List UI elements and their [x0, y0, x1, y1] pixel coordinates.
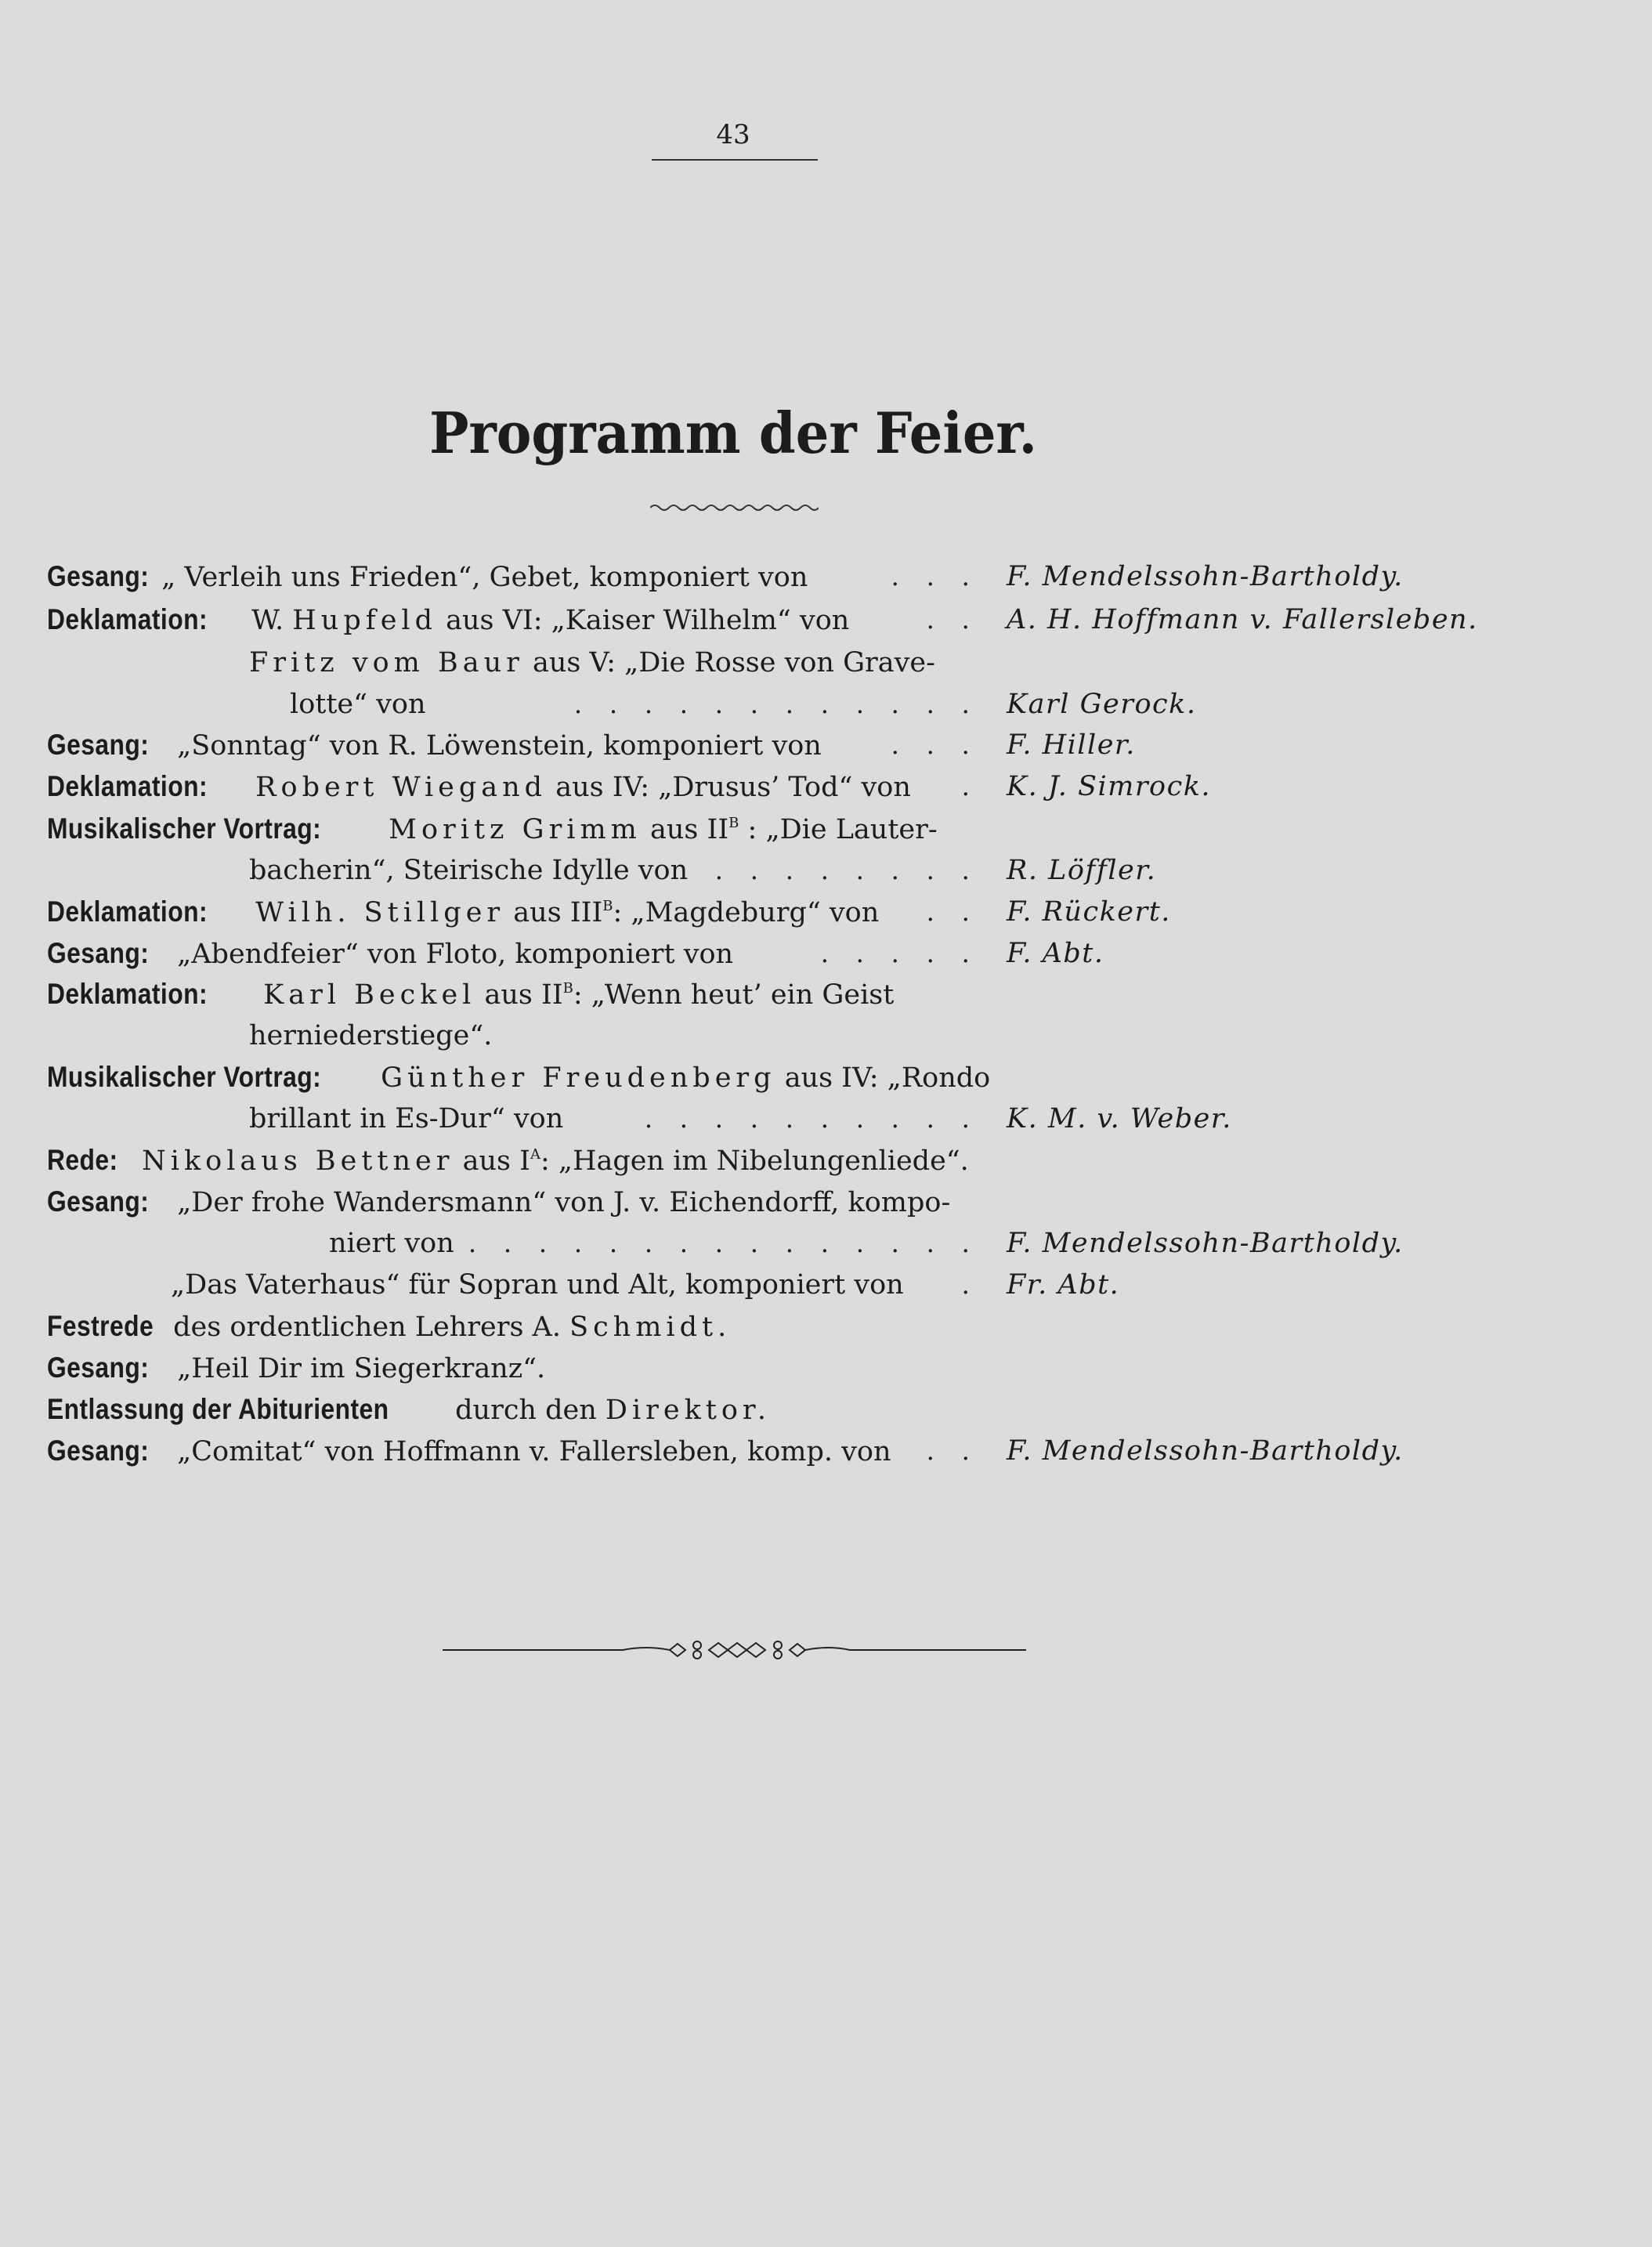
- item-label: Gesang:: [47, 1435, 150, 1467]
- item-text: aus I: [462, 1145, 530, 1177]
- leader-dots: . . . . . . . . . . . .: [573, 689, 979, 719]
- leader-dots: .: [961, 1269, 979, 1300]
- program-line: [0, 1431, 1652, 1471]
- item-text: „ Verleih uns Frieden“, Gebet, komponiert von: [161, 562, 808, 593]
- composer: F. Hiller.: [1007, 729, 1136, 761]
- item-label: Musikalischer Vortrag:: [47, 812, 322, 845]
- item-text: aus IV: „Drusus’ Tod“ von: [555, 772, 911, 803]
- director-title: Direktor.: [605, 1395, 771, 1426]
- item-text: durch den: [455, 1395, 597, 1426]
- program-line: [0, 892, 1652, 932]
- leader-dots: . .: [926, 604, 979, 635]
- item-text: : „Hagen im Nibelungenliede“.: [540, 1145, 969, 1177]
- program-line: [0, 1140, 1652, 1181]
- program-line: [0, 850, 1652, 891]
- item-text: „Heil Dir im Siegerkranz“.: [177, 1353, 546, 1384]
- item-label: Deklamation:: [47, 978, 208, 1010]
- program-line: [0, 1181, 1652, 1222]
- end-ornament: [443, 1634, 1026, 1666]
- program-line: [0, 974, 1652, 1015]
- item-text: W.: [251, 605, 284, 636]
- leader-dots: .: [961, 771, 979, 801]
- item-text: : „Magdeburg“ von: [613, 897, 880, 928]
- item-label: Entlassung der Abiturienten: [47, 1393, 389, 1425]
- item-label: Festrede: [47, 1310, 154, 1342]
- page-title: Programm der Feier.: [429, 400, 1037, 466]
- item-text: aus IV: „Rondo: [784, 1062, 991, 1094]
- page-number-rule: [652, 159, 818, 161]
- composer: F. Abt.: [1007, 938, 1104, 969]
- item-text: „Comitat“ von Hoffmann v. Fallersleben, komp. von: [177, 1436, 891, 1467]
- title-wave-ornament: [650, 501, 819, 514]
- item-label: Gesang:: [47, 1351, 150, 1384]
- composer: F. Rückert.: [1007, 896, 1171, 928]
- item-text: aus VI: „Kaiser Wilhelm“ von: [446, 605, 850, 636]
- performer-name: Fritz vom Baur: [249, 647, 524, 678]
- composer: K. J. Simrock.: [1007, 771, 1212, 802]
- composer: Fr. Abt.: [1007, 1269, 1120, 1301]
- item-text: : „Wenn heut’ ein Geist: [573, 979, 895, 1011]
- composer: Karl Gerock.: [1007, 689, 1197, 720]
- leader-dots: . . . . . . . . . . . . . . .: [468, 1228, 979, 1258]
- item-label: Gesang:: [47, 937, 150, 969]
- item-text: „Abendfeier“ von Floto, komponiert von: [177, 939, 734, 970]
- item-text: „Der frohe Wandersmann“ von J. v. Eichendorff, kompo-: [177, 1187, 951, 1218]
- program-line: [0, 599, 1652, 640]
- item-text: aus III: [513, 897, 603, 928]
- program-line: [0, 1265, 1652, 1305]
- item-text: des ordentlichen Lehrers A.: [173, 1312, 561, 1343]
- performer-name: Moritz Grimm: [389, 814, 642, 845]
- program-line: [0, 809, 1652, 849]
- item-text: aus II: [484, 979, 563, 1011]
- item-text: aus V: „Die Rosse von Grave-: [533, 647, 935, 678]
- leader-dots: . . . . . . . . . .: [644, 1103, 979, 1134]
- composer: K. M. v. Weber.: [1007, 1103, 1232, 1134]
- item-text: bacherin“, Steirische Idylle von: [249, 855, 689, 886]
- composer: F. Mendelssohn-Bartholdy.: [1007, 1435, 1404, 1467]
- program-line: [0, 1223, 1652, 1264]
- performer-name: Robert Wiegand: [255, 772, 548, 803]
- item-text: herniederstiege“.: [249, 1020, 493, 1051]
- performer-name: Karl Beckel: [263, 979, 476, 1011]
- item-label: Gesang:: [47, 729, 150, 761]
- composer: R. Löffler.: [1007, 855, 1157, 886]
- class-superscript: B: [562, 980, 573, 997]
- item-label: Gesang:: [47, 1185, 150, 1218]
- item-text: „Das Vaterhaus“ für Sopran und Alt, komponiert von: [171, 1269, 904, 1301]
- page-number: 43: [716, 119, 750, 150]
- program-line: [0, 684, 1652, 725]
- leader-dots: . .: [926, 896, 979, 927]
- performer-name: Hupfeld: [292, 605, 437, 636]
- teacher-name: Schmidt.: [569, 1312, 732, 1343]
- composer: A. H. Hoffmann v. Fallersleben.: [1007, 604, 1478, 635]
- composer: F. Mendelssohn-Bartholdy.: [1007, 561, 1404, 592]
- program-line: [0, 1348, 1652, 1388]
- class-superscript: B: [728, 815, 739, 831]
- composer: F. Mendelssohn-Bartholdy.: [1007, 1228, 1404, 1259]
- leader-dots: . . .: [891, 729, 979, 760]
- performer-name: Wilh. Stillger: [255, 897, 505, 928]
- item-label: Deklamation:: [47, 770, 208, 802]
- program-line: [0, 1057, 1652, 1098]
- item-label: Deklamation:: [47, 896, 208, 928]
- program-line: [0, 933, 1652, 974]
- program-line: [0, 1306, 1652, 1347]
- item-label: Musikalischer Vortrag:: [47, 1061, 322, 1093]
- item-text: „Sonntag“ von R. Löwenstein, komponiert von: [177, 730, 822, 762]
- program-line: [0, 642, 1652, 683]
- item-text: brillant in Es-Dur“ von: [249, 1103, 564, 1134]
- item-label: Rede:: [47, 1144, 118, 1176]
- program-line: [0, 556, 1652, 597]
- leader-dots: . . . . .: [820, 938, 979, 968]
- program-line: [0, 1015, 1652, 1056]
- performer-name: Nikolaus Bettner: [142, 1145, 454, 1177]
- item-text: : „Die Lauter-: [747, 814, 938, 845]
- leader-dots: . . .: [891, 561, 979, 592]
- item-text: lotte“ von: [290, 689, 426, 720]
- item-text: aus II: [650, 814, 729, 845]
- program-line: [0, 725, 1652, 765]
- leader-dots: . .: [926, 1435, 979, 1466]
- item-label: Gesang:: [47, 560, 150, 592]
- performer-name: Günther Freudenberg: [381, 1062, 776, 1094]
- class-superscript: B: [602, 898, 613, 914]
- leader-dots: . . . . . . . .: [714, 855, 979, 885]
- program-line: [0, 1098, 1652, 1139]
- program-line: [0, 766, 1652, 807]
- item-text: niert von: [329, 1228, 454, 1259]
- program-line: [0, 1389, 1652, 1430]
- item-label: Deklamation:: [47, 603, 208, 635]
- class-superscript: A: [530, 1146, 540, 1163]
